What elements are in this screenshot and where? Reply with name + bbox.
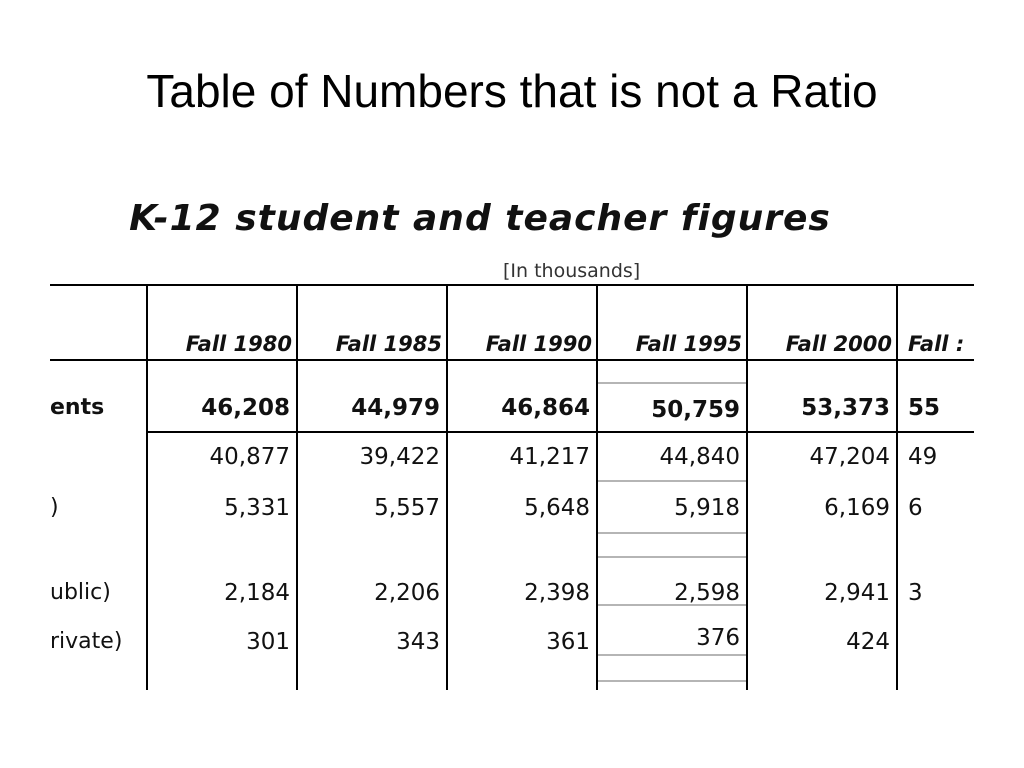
table-cell: 40,877	[209, 444, 290, 470]
table-cell: 301	[246, 629, 290, 655]
row-label-teachers-private: rivate)	[50, 629, 123, 654]
column-header-fall-1985: Fall 1985	[335, 332, 442, 356]
table-cell: 53,373	[801, 395, 890, 421]
table-cell: 46,864	[501, 395, 590, 421]
table-cell: 2,206	[374, 580, 440, 606]
table-cell: 2,941	[824, 580, 890, 606]
total-row-bottom-rule	[146, 431, 974, 433]
table-cell: 49	[908, 444, 938, 470]
table-cell: 2,184	[224, 580, 290, 606]
table-cell: 41,217	[509, 444, 590, 470]
table-cell: 5,557	[374, 495, 440, 521]
highlight-box-line	[598, 480, 746, 482]
highlight-box-line	[598, 654, 746, 656]
table-cell: 2,398	[524, 580, 590, 606]
row-label-total-enrollments: ents	[50, 395, 105, 420]
column-header-fall-1995: Fall 1995	[635, 332, 742, 356]
table-cell: 6,169	[824, 495, 890, 521]
column-header-fall-1990: Fall 1990	[485, 332, 592, 356]
table-cell: 44,840	[659, 444, 740, 470]
column-header-fall-2005: Fall :	[908, 332, 965, 356]
highlight-box-line	[598, 556, 746, 558]
table-cell: 5,648	[524, 495, 590, 521]
column-header-fall-2000: Fall 2000	[785, 332, 892, 356]
table-cell: 44,979	[351, 395, 440, 421]
highlight-box-line	[598, 532, 746, 534]
header-bottom-rule	[50, 359, 974, 361]
table-cell: 6	[908, 495, 923, 521]
table-cell: 376	[696, 625, 740, 651]
table-cell: 3	[908, 580, 923, 606]
table-cell: 361	[546, 629, 590, 655]
highlight-box-line	[598, 382, 746, 384]
table-cell: 343	[396, 629, 440, 655]
row-label-teachers-public: ublic)	[50, 580, 111, 605]
table-title: K-12 student and teacher figures	[129, 198, 831, 239]
table-top-rule	[50, 284, 974, 286]
table-cell: 47,204	[809, 444, 890, 470]
highlight-box-line	[598, 680, 746, 682]
table-cell: 39,422	[359, 444, 440, 470]
table-cell: 424	[846, 629, 890, 655]
table-cell: 55	[908, 395, 941, 421]
table-cell: 2,598	[674, 580, 740, 606]
table-cell: 46,208	[201, 395, 290, 421]
column-header-fall-1980: Fall 1980	[185, 332, 292, 356]
table-subtitle: [In thousands]	[503, 260, 641, 282]
table-cell: 50,759	[651, 397, 740, 423]
table-cell: 5,918	[674, 495, 740, 521]
row-label: )	[50, 495, 59, 520]
table-cell: 5,331	[224, 495, 290, 521]
slide-title: Table of Numbers that is not a Ratio	[146, 65, 878, 117]
table-figure	[50, 190, 974, 690]
